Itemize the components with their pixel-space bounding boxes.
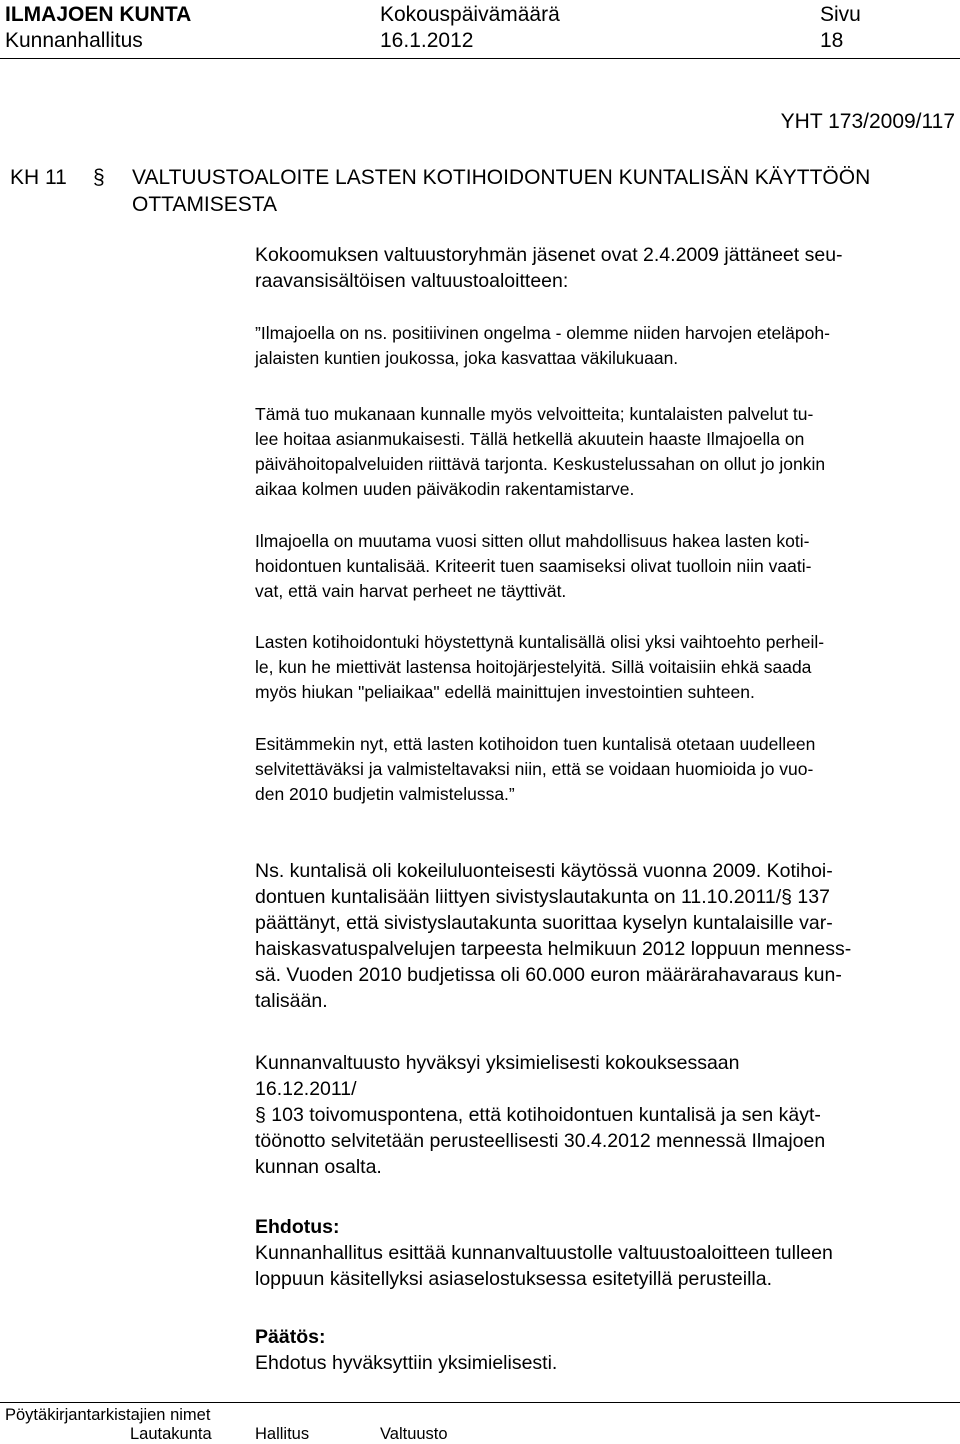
text-line: päättänyt, että sivistyslautakunta suorittaa kyselyn kuntalaisille var-: [255, 912, 833, 934]
text-line: 16.12.2011/: [255, 1078, 357, 1100]
footer-divider: [0, 1402, 960, 1403]
text-line: Kunnanvaltuusto hyväksyi yksimielisesti kokouksessaan: [255, 1052, 740, 1074]
text-line: ”Ilmajoella on ns. positiivinen ongelma - olemme niiden harvojen eteläpoh-: [255, 323, 830, 343]
text-line: kunnan osalta.: [255, 1156, 382, 1178]
meeting-date: 16.1.2012: [380, 29, 474, 52]
quote-paragraph: [255, 630, 945, 705]
text-line: lee hoitaa asianmukaisesti. Tällä hetkellä akuutein haaste Ilmajoella on: [255, 429, 805, 449]
text-line: päivähoitopalveluiden riittävä tarjonta. Keskustelussahan on ollut jo jonkin: [255, 454, 826, 474]
text-line: Esitämmekin nyt, että lasten kotihoidon tuen kuntalisä otetaan uudelleen: [255, 734, 816, 754]
text-line: le, kun he miettivät lastensa hoitojärjestelyitä. Sillä voitaisiin ehkä saada: [255, 657, 812, 677]
text-line: Kokoomuksen valtuustoryhmän jäsenet ovat 2.4.2009 jättäneet seu-: [255, 244, 843, 266]
footer-label: Pöytäkirjantarkistajien nimet: [5, 1406, 211, 1424]
section-mark: §: [93, 166, 105, 189]
decision-heading: Päätös:: [255, 1326, 326, 1348]
text-line: talisään.: [255, 990, 328, 1012]
text-line: myös hiukan "peliaikaa" edellä mainittujen investointien suhteen.: [255, 682, 755, 702]
quote-paragraph: [255, 321, 945, 371]
footer-col-hallitus: Hallitus: [255, 1425, 310, 1443]
text-line: jalaisten kuntien joukossa, joka kasvattaa väkilukuaan.: [255, 348, 679, 368]
text-line: selvitettäväksi ja valmisteltavaksi niin, että se voidaan huomioida jo vuo-: [255, 759, 814, 779]
text-line: haiskasvatuspalvelujen tarpeesta helmikuun 2012 loppuun menness-: [255, 938, 852, 960]
text-line: aikaa kolmen uuden päiväkodin rakentamistarve.: [255, 479, 635, 499]
proposal-heading: Ehdotus:: [255, 1216, 340, 1238]
footer-col-lautakunta: Lautakunta: [130, 1425, 212, 1443]
background-paragraph: [255, 858, 945, 1014]
item-number: KH 11: [10, 166, 67, 189]
reference-number: YHT 173/2009/117: [780, 110, 955, 133]
text-line: töönotto selvitetään perusteellisesti 30.4.2012 mennessä Ilmajoen: [255, 1130, 826, 1152]
text-line: sä. Vuoden 2010 budjetissa oli 60.000 euron määrärahavaraus kun-: [255, 964, 842, 986]
item-title-line: VALTUUSTOALOITE LASTEN KOTIHOIDONTUEN KUNTALISÄN KÄYTTÖÖN: [132, 166, 871, 189]
text-line: raavansisältöisen valtuustoaloitteen:: [255, 270, 569, 292]
council-decision-paragraph: [255, 1050, 945, 1180]
decision-section: [255, 1324, 945, 1376]
quote-paragraph: [255, 529, 945, 604]
text-line: hoidontuen kuntalisää. Kriteerit tuen saamiseksi olivat tuolloin niin vaati-: [255, 556, 812, 576]
item-title-line: OTTAMISESTA: [132, 193, 278, 216]
text-line: Ehdotus hyväksyttiin yksimielisesti.: [255, 1352, 558, 1374]
text-line: Lasten kotihoidontuki höystettynä kuntalisällä olisi yksi vaihtoehto perheil-: [255, 632, 825, 652]
quote-paragraph: [255, 402, 945, 502]
text-line: loppuun käsitellyksi asiaselostuksessa esitetyillä perusteilla.: [255, 1268, 773, 1290]
proposal-section: [255, 1214, 945, 1292]
date-label: Kokouspäivämäärä: [380, 3, 560, 26]
page-number: 18: [820, 29, 844, 52]
text-line: Kunnanhallitus esittää kunnanvaltuustolle valtuustoaloitteen tulleen: [255, 1242, 833, 1264]
text-line: den 2010 budjetin valmistelussa.”: [255, 784, 515, 804]
text-line: Tämä tuo mukanaan kunnalle myös velvoitteita; kuntalaisten palvelut tu-: [255, 404, 814, 424]
quote-paragraph: [255, 732, 945, 807]
committee-name: Kunnanhallitus: [5, 29, 143, 52]
item-title: [132, 164, 947, 218]
intro-paragraph: [255, 242, 945, 294]
page-label: Sivu: [820, 3, 861, 26]
text-line: dontuen kuntalisään liittyen sivistyslautakunta on 11.10.2011/§ 137: [255, 886, 830, 908]
text-line: Ilmajoella on muutama vuosi sitten ollut mahdollisuus hakea lasten koti-: [255, 531, 810, 551]
text-line: Ns. kuntalisä oli kokeiluluonteisesti käytössä vuonna 2009. Kotihoi-: [255, 860, 833, 882]
footer-col-valtuusto: Valtuusto: [380, 1425, 448, 1443]
text-line: vat, että vain harvat perheet ne täyttivät.: [255, 581, 567, 601]
text-line: § 103 toivomuspontena, että kotihoidontuen kuntalisä ja sen käyt-: [255, 1104, 821, 1126]
header-divider: [0, 58, 960, 59]
page-header: [0, 0, 960, 58]
org-name: ILMAJOEN KUNTA: [5, 3, 192, 26]
